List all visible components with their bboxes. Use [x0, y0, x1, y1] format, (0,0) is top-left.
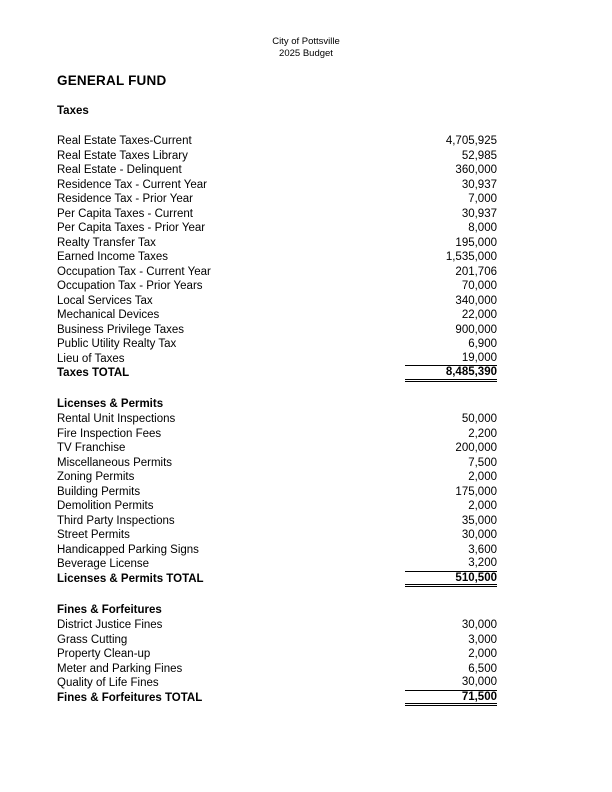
line-item-label: Meter and Parking Fines — [57, 662, 183, 675]
section-total-row — [57, 572, 497, 587]
line-item-amount: 360,000 — [455, 164, 497, 176]
line-item-amount: 3,600 — [468, 543, 497, 556]
line-item-row — [57, 470, 497, 485]
line-item-amount: 1,535,000 — [445, 251, 497, 263]
line-item-amount: 30,937 — [461, 207, 497, 220]
line-item-amount: 195,000 — [455, 236, 497, 249]
line-item-row — [57, 352, 497, 367]
line-item-label: Per Capita Taxes - Current — [57, 207, 193, 220]
line-item-label: District Justice Fines — [57, 619, 163, 631]
line-item-label: Handicapped Parking Signs — [57, 543, 199, 556]
line-item-row — [57, 543, 497, 558]
line-item-label: Zoning Permits — [57, 471, 135, 483]
section-taxes — [57, 104, 497, 381]
header-budget-year: 2025 Budget — [279, 48, 333, 59]
line-items — [57, 618, 497, 705]
line-item-amount: 30,000 — [461, 529, 497, 541]
section-total-amount: 8,485,390 — [405, 366, 497, 382]
line-item-row — [57, 279, 497, 294]
line-item-row — [57, 427, 497, 442]
line-item-label: TV Franchise — [57, 442, 126, 454]
line-item-row — [57, 323, 497, 338]
line-item-label: Grass Cutting — [57, 633, 128, 646]
line-item-label: Residence Tax - Current Year — [57, 178, 208, 191]
line-item-amount: 2,000 — [468, 500, 497, 512]
line-item-amount: 3,000 — [468, 633, 497, 646]
header-city: City of Pottsville — [272, 36, 340, 47]
line-item-amount: 2,200 — [468, 427, 497, 440]
line-item-amount: 6,900 — [468, 338, 497, 350]
line-item-label: Real Estate - Delinquent — [57, 164, 182, 176]
line-item-label: Quality of Life Fines — [57, 677, 159, 689]
section-total-amount: 510,500 — [405, 572, 497, 588]
section-fines-forfeitures — [57, 603, 497, 705]
line-item-row — [57, 337, 497, 352]
line-item-row — [57, 134, 497, 149]
line-item-label: Occupation Tax - Current Year — [57, 265, 211, 278]
line-item-row — [57, 163, 497, 178]
line-item-label: Real Estate Taxes Library — [57, 149, 188, 162]
section-title: Licenses & Permits — [57, 398, 164, 410]
line-item-amount: 30,937 — [461, 178, 497, 191]
line-item-label: Public Utility Realty Tax — [57, 338, 177, 350]
line-item-label: Realty Transfer Tax — [57, 236, 156, 249]
line-item-amount: 7,000 — [468, 193, 497, 205]
line-item-amount: 30,000 — [461, 619, 497, 631]
line-item-amount: 3,200 — [405, 557, 497, 572]
line-items — [57, 134, 497, 381]
line-item-label: Mechanical Devices — [57, 309, 160, 321]
line-item-label: Street Permits — [57, 529, 130, 541]
line-item-amount: 35,000 — [461, 514, 497, 527]
section-licenses-permits — [57, 397, 497, 586]
line-item-label: Building Permits — [57, 485, 141, 498]
line-item-row — [57, 676, 497, 691]
line-item-row — [57, 236, 497, 251]
section-spacer — [57, 119, 497, 134]
line-item-row — [57, 265, 497, 280]
fund-title: GENERAL FUND — [57, 73, 167, 88]
line-item-amount: 6,500 — [468, 662, 497, 675]
line-item-row — [57, 528, 497, 543]
line-item-amount: 30,000 — [405, 676, 497, 691]
line-item-row — [57, 499, 497, 514]
section-title: Taxes — [57, 105, 89, 117]
line-item-row — [57, 557, 497, 572]
line-item-row — [57, 633, 497, 648]
line-item-label: Beverage License — [57, 558, 150, 570]
line-item-row — [57, 514, 497, 529]
line-item-label: Third Party Inspections — [57, 514, 175, 527]
line-item-amount: 175,000 — [455, 485, 497, 498]
line-item-row — [57, 294, 497, 309]
line-item-label: Business Privilege Taxes — [57, 323, 184, 336]
line-item-amount: 340,000 — [455, 294, 497, 307]
line-item-label: Local Services Tax — [57, 294, 153, 307]
line-item-row — [57, 308, 497, 323]
line-item-label: Rental Unit Inspections — [57, 413, 176, 425]
line-item-row — [57, 441, 497, 456]
line-item-label: Occupation Tax - Prior Years — [57, 280, 203, 292]
line-item-label: Miscellaneous Permits — [57, 456, 173, 469]
line-item-label: Fire Inspection Fees — [57, 427, 162, 440]
line-item-row — [57, 456, 497, 471]
section-total-row — [57, 366, 497, 381]
section-total-label: Fines & Forfeitures TOTAL — [57, 691, 203, 704]
line-item-amount: 50,000 — [461, 413, 497, 425]
section-total-row — [57, 691, 497, 706]
line-item-amount: 52,985 — [461, 149, 497, 162]
line-items — [57, 412, 497, 586]
line-item-amount: 900,000 — [455, 323, 497, 336]
line-item-amount: 4,705,925 — [445, 135, 497, 147]
line-item-amount: 200,000 — [455, 442, 497, 454]
line-item-amount: 7,500 — [468, 456, 497, 469]
line-item-row — [57, 250, 497, 265]
page-header — [0, 36, 612, 60]
line-item-label: Property Clean-up — [57, 648, 151, 660]
line-item-row — [57, 618, 497, 633]
line-item-row — [57, 192, 497, 207]
section-total-amount: 71,500 — [405, 691, 497, 707]
line-item-row — [57, 221, 497, 236]
line-item-amount: 201,706 — [455, 265, 497, 278]
line-item-label: Lieu of Taxes — [57, 352, 125, 365]
line-item-row — [57, 647, 497, 662]
line-item-label: Real Estate Taxes-Current — [57, 135, 192, 147]
line-item-row — [57, 178, 497, 193]
line-item-amount: 8,000 — [468, 222, 497, 234]
line-item-amount: 19,000 — [405, 352, 497, 367]
section-title: Fines & Forfeitures — [57, 604, 162, 616]
line-item-amount: 22,000 — [461, 309, 497, 321]
line-item-row — [57, 412, 497, 427]
line-item-row — [57, 485, 497, 500]
line-item-label: Earned Income Taxes — [57, 251, 169, 263]
line-item-label: Demolition Permits — [57, 500, 154, 512]
section-total-label: Taxes TOTAL — [57, 367, 130, 379]
line-item-row — [57, 662, 497, 677]
line-item-row — [57, 207, 497, 222]
line-item-label: Residence Tax - Prior Year — [57, 193, 193, 205]
line-item-amount: 2,000 — [468, 471, 497, 483]
line-item-row — [57, 149, 497, 164]
line-item-label: Per Capita Taxes - Prior Year — [57, 222, 206, 234]
line-item-amount: 70,000 — [461, 280, 497, 292]
section-total-label: Licenses & Permits TOTAL — [57, 572, 204, 585]
line-item-amount: 2,000 — [468, 648, 497, 660]
